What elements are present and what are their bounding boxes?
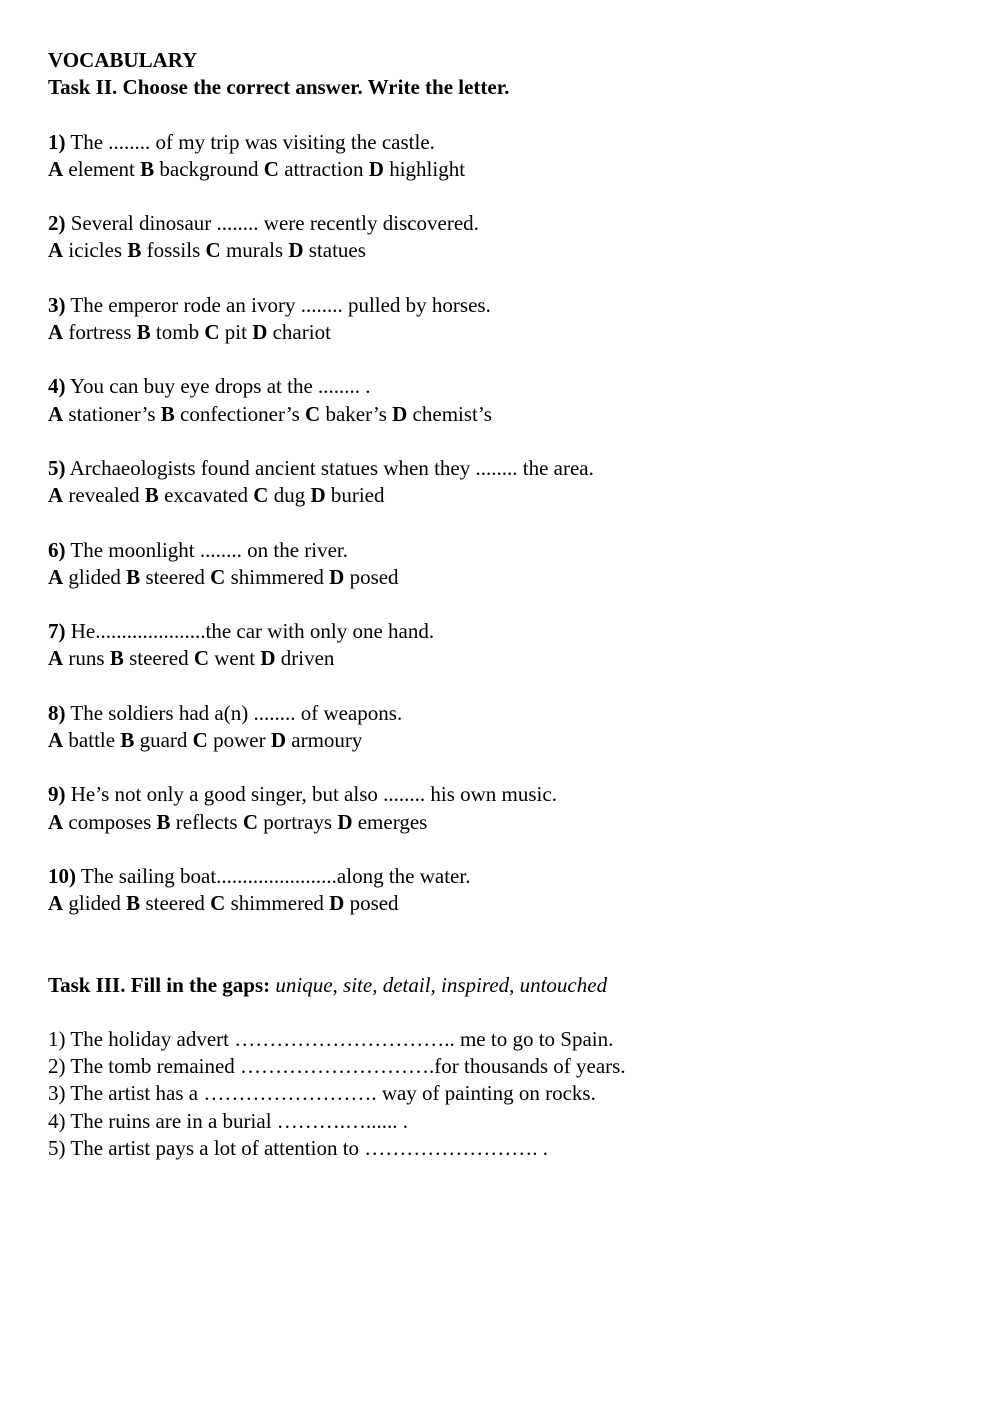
question-text <box>48 455 948 482</box>
option-c: power <box>213 728 266 753</box>
question-number: 9) <box>48 782 66 807</box>
task3-gap-list <box>48 1026 948 1162</box>
option-letter-a: A <box>48 320 64 345</box>
question-options <box>48 564 948 591</box>
option-a: element <box>68 156 135 181</box>
question-text <box>48 373 948 400</box>
option-letter-c: C <box>253 483 269 508</box>
option-letter-b: B <box>127 238 142 263</box>
option-letter-a: A <box>48 156 64 181</box>
gap-sentence: 3) The artist has a ……………………. way of painting on rocks. <box>48 1081 596 1106</box>
option-letter-c: C <box>242 809 258 834</box>
worksheet-page <box>48 47 948 1162</box>
option-letter-c: C <box>204 320 220 345</box>
option-c: shimmered <box>230 564 324 589</box>
question-item <box>48 455 948 510</box>
option-letter-a: A <box>48 809 64 834</box>
option-letter-a: A <box>48 891 64 916</box>
question-item <box>48 537 948 592</box>
page-heading: VOCABULARY <box>48 48 198 72</box>
gap-sentence: 1) The holiday advert ………………………….. me to go to Spain. <box>48 1026 614 1051</box>
option-letter-c: C <box>193 646 209 671</box>
task3-title-text: Task III. Fill in the gaps: <box>48 972 271 997</box>
question-item <box>48 618 948 673</box>
option-letter-a: A <box>48 646 64 671</box>
option-c: went <box>214 646 256 671</box>
question-options <box>48 482 948 509</box>
question-sentence: He.....................the car with only one hand. <box>65 619 435 644</box>
option-letter-d: D <box>337 809 353 834</box>
option-b: excavated <box>164 483 249 508</box>
option-a: stationer’s <box>68 401 156 426</box>
option-letter-c: C <box>210 564 226 589</box>
option-letter-b: B <box>160 401 175 426</box>
option-b: reflects <box>175 809 238 834</box>
option-b: steered <box>129 646 189 671</box>
option-c: dug <box>273 483 306 508</box>
option-letter-a: A <box>48 401 64 426</box>
option-d: posed <box>349 564 399 589</box>
question-item <box>48 863 948 918</box>
question-number: 1) <box>48 129 66 154</box>
option-letter-c: C <box>305 401 321 426</box>
question-options <box>48 237 948 264</box>
question-item <box>48 292 948 347</box>
option-a: glided <box>68 564 121 589</box>
option-letter-b: B <box>126 564 141 589</box>
question-number: 7) <box>48 619 66 644</box>
option-letter-b: B <box>144 483 159 508</box>
option-a: battle <box>68 728 116 753</box>
option-a: icicles <box>68 238 123 263</box>
question-options <box>48 809 948 836</box>
question-options <box>48 727 948 754</box>
option-c: attraction <box>284 156 364 181</box>
option-a: revealed <box>68 483 140 508</box>
question-text <box>48 618 948 645</box>
option-letter-a: A <box>48 728 64 753</box>
question-sentence: Several dinosaur ........ were recently discovered. <box>65 211 479 236</box>
option-d: statues <box>308 238 366 263</box>
gap-sentence: 2) The tomb remained ……………………….for thousands of years. <box>48 1054 626 1079</box>
option-letter-d: D <box>260 646 276 671</box>
question-item <box>48 781 948 836</box>
option-d: chariot <box>272 320 331 345</box>
option-d: buried <box>330 483 385 508</box>
question-text <box>48 129 948 156</box>
task3-word-bank: unique, site, detail, inspired, untouched <box>275 972 608 997</box>
question-sentence: The ........ of my trip was visiting the castle. <box>65 129 435 154</box>
question-sentence: He’s not only a good singer, but also ........ his own music. <box>65 782 557 807</box>
option-letter-a: A <box>48 483 64 508</box>
option-d: posed <box>349 891 399 916</box>
option-letter-d: D <box>329 564 345 589</box>
question-sentence: The soldiers had a(n) ........ of weapons. <box>65 700 403 725</box>
question-text <box>48 863 948 890</box>
option-letter-b: B <box>156 809 171 834</box>
option-letter-c: C <box>263 156 279 181</box>
question-options <box>48 156 948 183</box>
question-number: 4) <box>48 374 66 399</box>
option-b: tomb <box>155 320 200 345</box>
option-d: armoury <box>291 728 363 753</box>
question-options <box>48 645 948 672</box>
option-b: guard <box>139 728 188 753</box>
question-number: 6) <box>48 537 66 562</box>
question-text <box>48 537 948 564</box>
question-text <box>48 700 948 727</box>
question-number: 8) <box>48 700 66 725</box>
question-sentence: The sailing boat.......................along the water. <box>76 863 471 888</box>
option-letter-a: A <box>48 238 64 263</box>
task3-section <box>48 972 948 1163</box>
option-letter-c: C <box>210 891 226 916</box>
question-options <box>48 890 948 917</box>
option-letter-d: D <box>270 728 286 753</box>
question-number: 3) <box>48 292 66 317</box>
question-sentence: Archaeologists found ancient statues when they ........ the area. <box>65 455 594 480</box>
option-c: murals <box>225 238 284 263</box>
option-letter-d: D <box>310 483 326 508</box>
option-b: confectioner’s <box>180 401 300 426</box>
option-letter-d: D <box>329 891 345 916</box>
option-letter-d: D <box>368 156 384 181</box>
gap-sentence: 5) The artist pays a lot of attention to ……………………. . <box>48 1136 549 1161</box>
option-letter-b: B <box>126 891 141 916</box>
option-b: steered <box>145 891 205 916</box>
option-c: baker’s <box>325 401 387 426</box>
question-item <box>48 210 948 265</box>
option-d: emerges <box>357 809 428 834</box>
question-text <box>48 781 948 808</box>
option-b: steered <box>145 564 205 589</box>
question-text <box>48 210 948 237</box>
option-a: fortress <box>68 320 132 345</box>
option-letter-a: A <box>48 564 64 589</box>
question-options <box>48 319 948 346</box>
option-letter-b: B <box>120 728 135 753</box>
option-a: composes <box>68 809 152 834</box>
question-sentence: You can buy eye drops at the ........ . <box>65 374 371 399</box>
question-sentence: The emperor rode an ivory ........ pulled by horses. <box>65 292 491 317</box>
option-letter-c: C <box>192 728 208 753</box>
option-d: driven <box>280 646 335 671</box>
option-letter-b: B <box>140 156 155 181</box>
task3-title <box>48 972 948 999</box>
question-number: 5) <box>48 455 66 480</box>
question-item <box>48 373 948 428</box>
option-c: shimmered <box>230 891 324 916</box>
option-d: chemist’s <box>412 401 492 426</box>
option-letter-c: C <box>205 238 221 263</box>
option-a: glided <box>68 891 121 916</box>
question-options <box>48 401 948 428</box>
option-letter-d: D <box>392 401 408 426</box>
option-letter-d: D <box>288 238 304 263</box>
question-item <box>48 129 948 184</box>
question-number: 10) <box>48 863 76 888</box>
spacer <box>48 102 948 129</box>
option-letter-b: B <box>136 320 151 345</box>
question-text <box>48 292 948 319</box>
option-letter-b: B <box>109 646 124 671</box>
question-item <box>48 700 948 755</box>
option-b: background <box>159 156 259 181</box>
option-letter-d: D <box>252 320 268 345</box>
task2-title: Task II. Choose the correct answer. Write the letter. <box>48 75 510 100</box>
gap-sentence: 4) The ruins are in a burial ……….…...... . <box>48 1108 409 1133</box>
question-number: 2) <box>48 211 66 236</box>
option-a: runs <box>68 646 105 671</box>
option-c: pit <box>224 320 247 345</box>
option-b: fossils <box>146 238 201 263</box>
option-c: portrays <box>263 809 333 834</box>
task2-question-list <box>48 129 948 918</box>
question-sentence: The moonlight ........ on the river. <box>65 537 348 562</box>
option-d: highlight <box>389 156 466 181</box>
